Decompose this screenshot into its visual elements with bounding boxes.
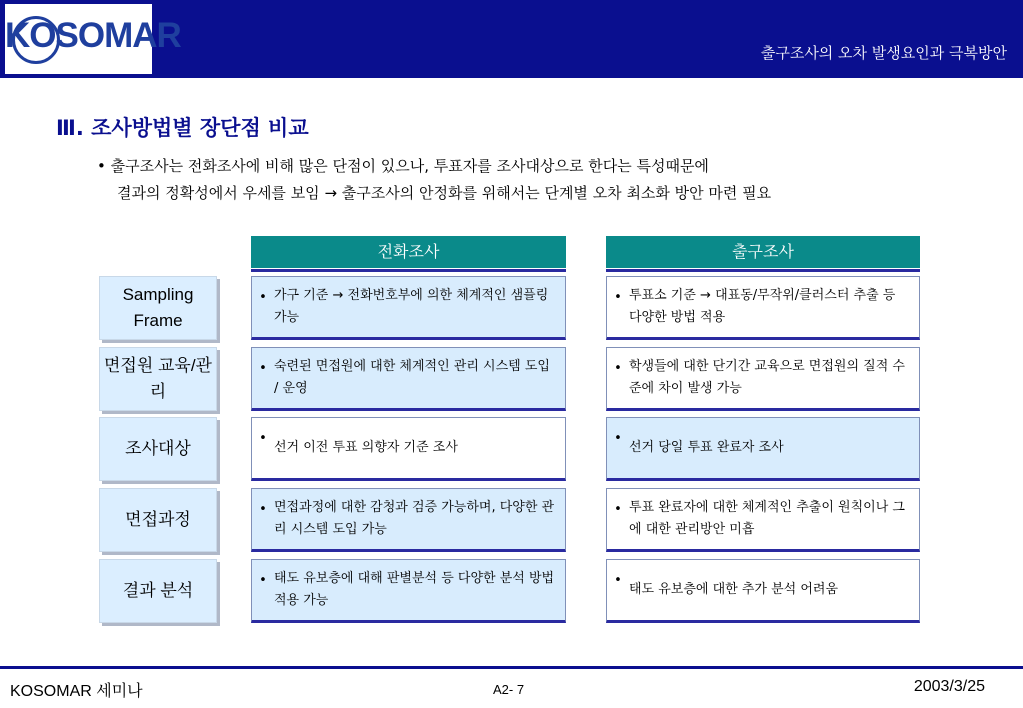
footer-seminar-label: KOSOMAR 세미나: [10, 683, 143, 700]
footer-date: 2003/3/25: [913, 678, 985, 695]
bullet-icon: •: [259, 502, 267, 517]
bullet-icon: •: [614, 431, 622, 446]
header-bar: [0, 0, 1023, 78]
bullet-icon: •: [614, 290, 622, 305]
table-cell-phone: • 가구 기준 → 전화번호부에 의한 체계적인 샘플링 가능: [251, 276, 566, 340]
footer-divider: [0, 666, 1023, 669]
table-cell-exit: • 투표소 기준 → 대표동/무작위/클러스터 추출 등 다양한 방법 적용: [606, 276, 920, 340]
row-label-interview-process: 면접과정: [99, 488, 217, 552]
row-label-result-analysis: 결과 분석: [99, 559, 217, 623]
table-cell-exit: • 태도 유보층에 대한 추가 분석 어려움: [606, 559, 920, 623]
section-title: Ⅲ. 조사방법별 장단점 비교: [56, 116, 309, 140]
logo-text: KOSOMAR: [5, 16, 181, 55]
row-label-sampling-frame: Sampling Frame: [99, 276, 217, 340]
page-number: A2- 7: [493, 682, 525, 697]
bullet-icon: •: [259, 431, 267, 446]
bullet-icon: •: [259, 290, 267, 305]
bullet-icon: •: [614, 502, 622, 517]
table-cell-exit: • 투표 완료자에 대한 체계적인 추출이 원칙이나 그에 대한 관리방안 미흡: [606, 488, 920, 552]
bullet-icon: •: [614, 361, 622, 376]
table-cell-phone: • 태도 유보층에 대해 판별분석 등 다양한 분석 방법 적용 가능: [251, 559, 566, 623]
column-header-phone: 전화조사: [251, 236, 566, 268]
intro-line-1: • 출구조사는 전화조사에 비해 많은 단점이 있으나, 투표자를 조사대상으로 한다는 특성때문에: [97, 157, 709, 175]
intro-line-2: 결과의 정확성에서 우세를 보임 → 출구조사의 안정화를 위해서는 단계별 오차 최소화 방안 마련 필요: [117, 184, 772, 202]
bullet-icon: •: [259, 573, 267, 588]
column-divider: [251, 269, 566, 272]
table-cell-phone: • 선거 이전 투표 의향자 기준 조사: [251, 417, 566, 481]
table-cell-phone: • 숙련된 면접원에 대한 체계적인 관리 시스템 도입 / 운영: [251, 347, 566, 411]
table-cell-exit: • 학생들에 대한 단기간 교육으로 면접원의 질적 수준에 차이 발생 가능: [606, 347, 920, 411]
bullet-icon: •: [614, 573, 622, 588]
table-cell-phone: • 면접과정에 대한 감청과 검증 가능하며, 다양한 관리 시스템 도입 가능: [251, 488, 566, 552]
bullet-icon: •: [259, 361, 267, 376]
logo: [5, 4, 181, 74]
column-header-exit: 출구조사: [606, 236, 920, 268]
table-cell-exit: • 선거 당일 투표 완료자 조사: [606, 417, 920, 481]
row-label-interviewer-training: 면접원 교육/관리: [99, 347, 217, 411]
header-title: 출구조사의 오차 발생요인과 극복방안: [760, 44, 1007, 62]
row-label-survey-target: 조사대상: [99, 417, 217, 481]
column-divider: [606, 269, 920, 272]
